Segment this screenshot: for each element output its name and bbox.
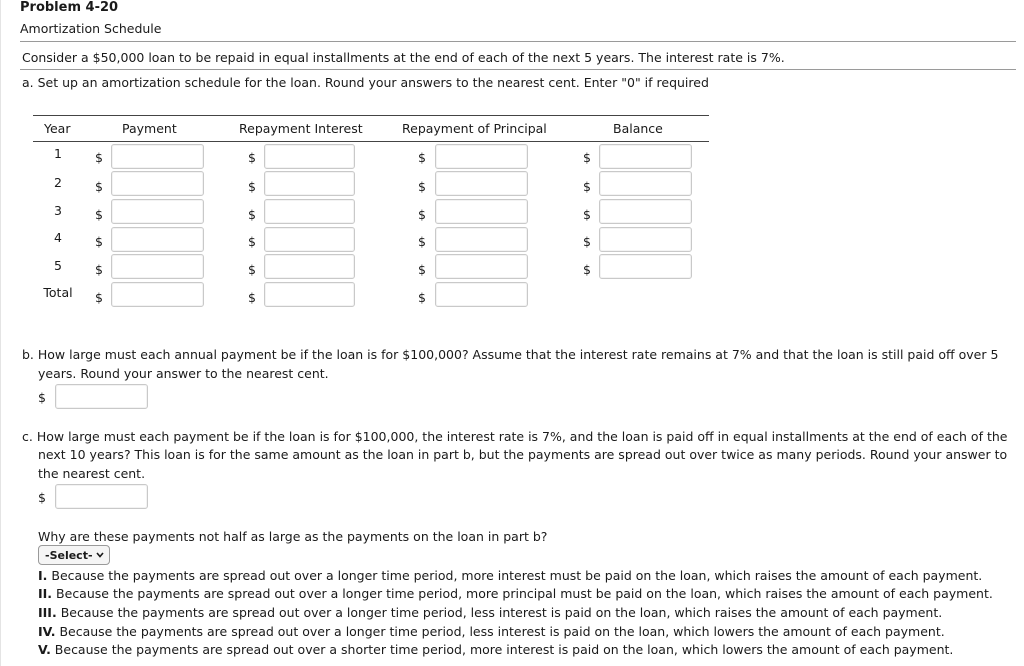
dollar-sign: $ — [38, 390, 46, 405]
dollar-sign: $ — [248, 150, 256, 165]
payment-input-year-1[interactable] — [111, 144, 204, 169]
principal-input-year-5[interactable] — [435, 254, 528, 279]
balance-input-year-4[interactable] — [599, 227, 692, 252]
list-item — [38, 642, 953, 657]
balance-input-year-3[interactable] — [599, 199, 692, 224]
problem-title: Problem 4-20 — [20, 0, 119, 15]
payment-input-year-3[interactable] — [111, 199, 204, 224]
dollar-sign: $ — [95, 179, 103, 194]
table-header-rule — [33, 141, 709, 142]
chevron-down-icon — [95, 550, 105, 560]
dollar-sign: $ — [583, 234, 591, 249]
total-label: Total — [43, 285, 73, 300]
principal-input-year-1[interactable] — [435, 144, 528, 169]
part-b-question-line-2: years. Round your answer to the nearest cent. — [38, 366, 329, 381]
dollar-sign: $ — [248, 290, 256, 305]
balance-input-year-2[interactable] — [599, 171, 692, 196]
year-label: 5 — [54, 258, 62, 273]
dollar-sign: $ — [248, 207, 256, 222]
option-number: V. — [38, 642, 51, 657]
part-b-payment-input[interactable] — [55, 384, 148, 409]
interest-input-year-3[interactable] — [264, 199, 355, 224]
dollar-sign: $ — [248, 262, 256, 277]
interest-input-year-2[interactable] — [264, 171, 355, 196]
dollar-sign: $ — [583, 150, 591, 165]
dollar-sign: $ — [418, 290, 426, 305]
dollar-sign: $ — [583, 207, 591, 222]
header-divider — [20, 41, 1016, 42]
problem-subtitle: Amortization Schedule — [20, 21, 162, 36]
dollar-sign: $ — [95, 262, 103, 277]
year-label: 3 — [54, 203, 62, 218]
dollar-sign: $ — [248, 179, 256, 194]
why-question: Why are these payments not half as large as the payments on the loan in part b? — [38, 529, 548, 544]
year-label: 2 — [54, 175, 62, 190]
principal-input-year-3[interactable] — [435, 199, 528, 224]
dollar-sign: $ — [418, 234, 426, 249]
option-number: I. — [38, 568, 48, 583]
part-c-payment-input[interactable] — [55, 484, 148, 509]
option-text: Because the payments are spread out over a longer time period, less interest is paid on the loan, which lowers the amount of each payment. — [59, 624, 945, 639]
dollar-sign: $ — [95, 290, 103, 305]
column-header-repayment-principal: Repayment of Principal — [402, 121, 547, 136]
dollar-sign: $ — [95, 150, 103, 165]
payment-input-year-2[interactable] — [111, 171, 204, 196]
select-value: -Select- — [45, 549, 93, 562]
part-c-question-line-2: next 10 years? This loan is for the same amount as the loan in part b, but the payments are spread out over twice as many periods. Round your answer to — [38, 447, 1008, 462]
list-item — [38, 568, 982, 583]
part-b-question-line-1: b. How large must each annual payment be if the loan is for $100,000? Assume that the interest rate remains at 7% and that the loan is still paid off over 5 — [22, 347, 999, 362]
option-number: II. — [38, 586, 53, 601]
year-label: 4 — [54, 230, 62, 245]
dollar-sign: $ — [583, 179, 591, 194]
dollar-sign: $ — [418, 262, 426, 277]
column-header-balance: Balance — [613, 121, 663, 136]
list-item — [38, 624, 945, 639]
part-c-question-line-3: the nearest cent. — [38, 466, 146, 481]
option-number: III. — [38, 605, 57, 620]
interest-input-year-5[interactable] — [264, 254, 355, 279]
balance-input-year-1[interactable] — [599, 144, 692, 169]
part-a-instruction: a. Set up an amortization schedule for the loan. Round your answers to the nearest cent. Enter "0" if required — [22, 75, 709, 90]
option-text: Because the payments are spread out over a longer time period, more interest must be paid on the loan, which raises the amount of each payment. — [51, 568, 983, 583]
dollar-sign: $ — [583, 262, 591, 277]
dollar-sign: $ — [418, 207, 426, 222]
dollar-sign: $ — [248, 234, 256, 249]
option-text: Because the payments are spread out over a longer time period, less interest is paid on the loan, which raises the amount of each payment. — [60, 605, 943, 620]
principal-input-total[interactable] — [435, 282, 528, 307]
payment-input-total[interactable] — [111, 282, 204, 307]
left-border — [0, 0, 1, 666]
interest-input-year-1[interactable] — [264, 144, 355, 169]
dollar-sign: $ — [95, 207, 103, 222]
payment-input-year-4[interactable] — [111, 227, 204, 252]
interest-input-year-4[interactable] — [264, 227, 355, 252]
option-number: IV. — [38, 624, 56, 639]
column-header-year: Year — [44, 121, 71, 136]
balance-input-year-5[interactable] — [599, 254, 692, 279]
payment-input-year-5[interactable] — [111, 254, 204, 279]
table-top-rule — [33, 115, 709, 116]
list-item — [38, 605, 942, 620]
intro-divider — [20, 69, 1016, 70]
option-text: Because the payments are spread out over a shorter time period, more interest is paid on the loan, which lowers the amount of each payment. — [54, 642, 954, 657]
principal-input-year-4[interactable] — [435, 227, 528, 252]
dollar-sign: $ — [95, 234, 103, 249]
answer-select-dropdown[interactable] — [38, 545, 110, 565]
interest-input-total[interactable] — [264, 282, 355, 307]
principal-input-year-2[interactable] — [435, 171, 528, 196]
column-header-repayment-interest: Repayment Interest — [239, 121, 363, 136]
dollar-sign: $ — [38, 490, 46, 505]
year-label: 1 — [54, 146, 62, 161]
part-c-question-line-1: c. How large must each payment be if the loan is for $100,000, the interest rate is 7%, and the loan is paid off in equal installments at the end of each of the — [22, 429, 1008, 444]
dollar-sign: $ — [418, 179, 426, 194]
list-item — [38, 586, 993, 601]
column-header-payment: Payment — [122, 121, 177, 136]
dollar-sign: $ — [418, 150, 426, 165]
option-text: Because the payments are spread out over a longer time period, more principal must be paid on the loan, which raises the amount of each payment. — [56, 586, 993, 601]
problem-intro: Consider a $50,000 loan to be repaid in equal installments at the end of each of the next 5 years. The interest rate is 7%. — [22, 50, 785, 65]
